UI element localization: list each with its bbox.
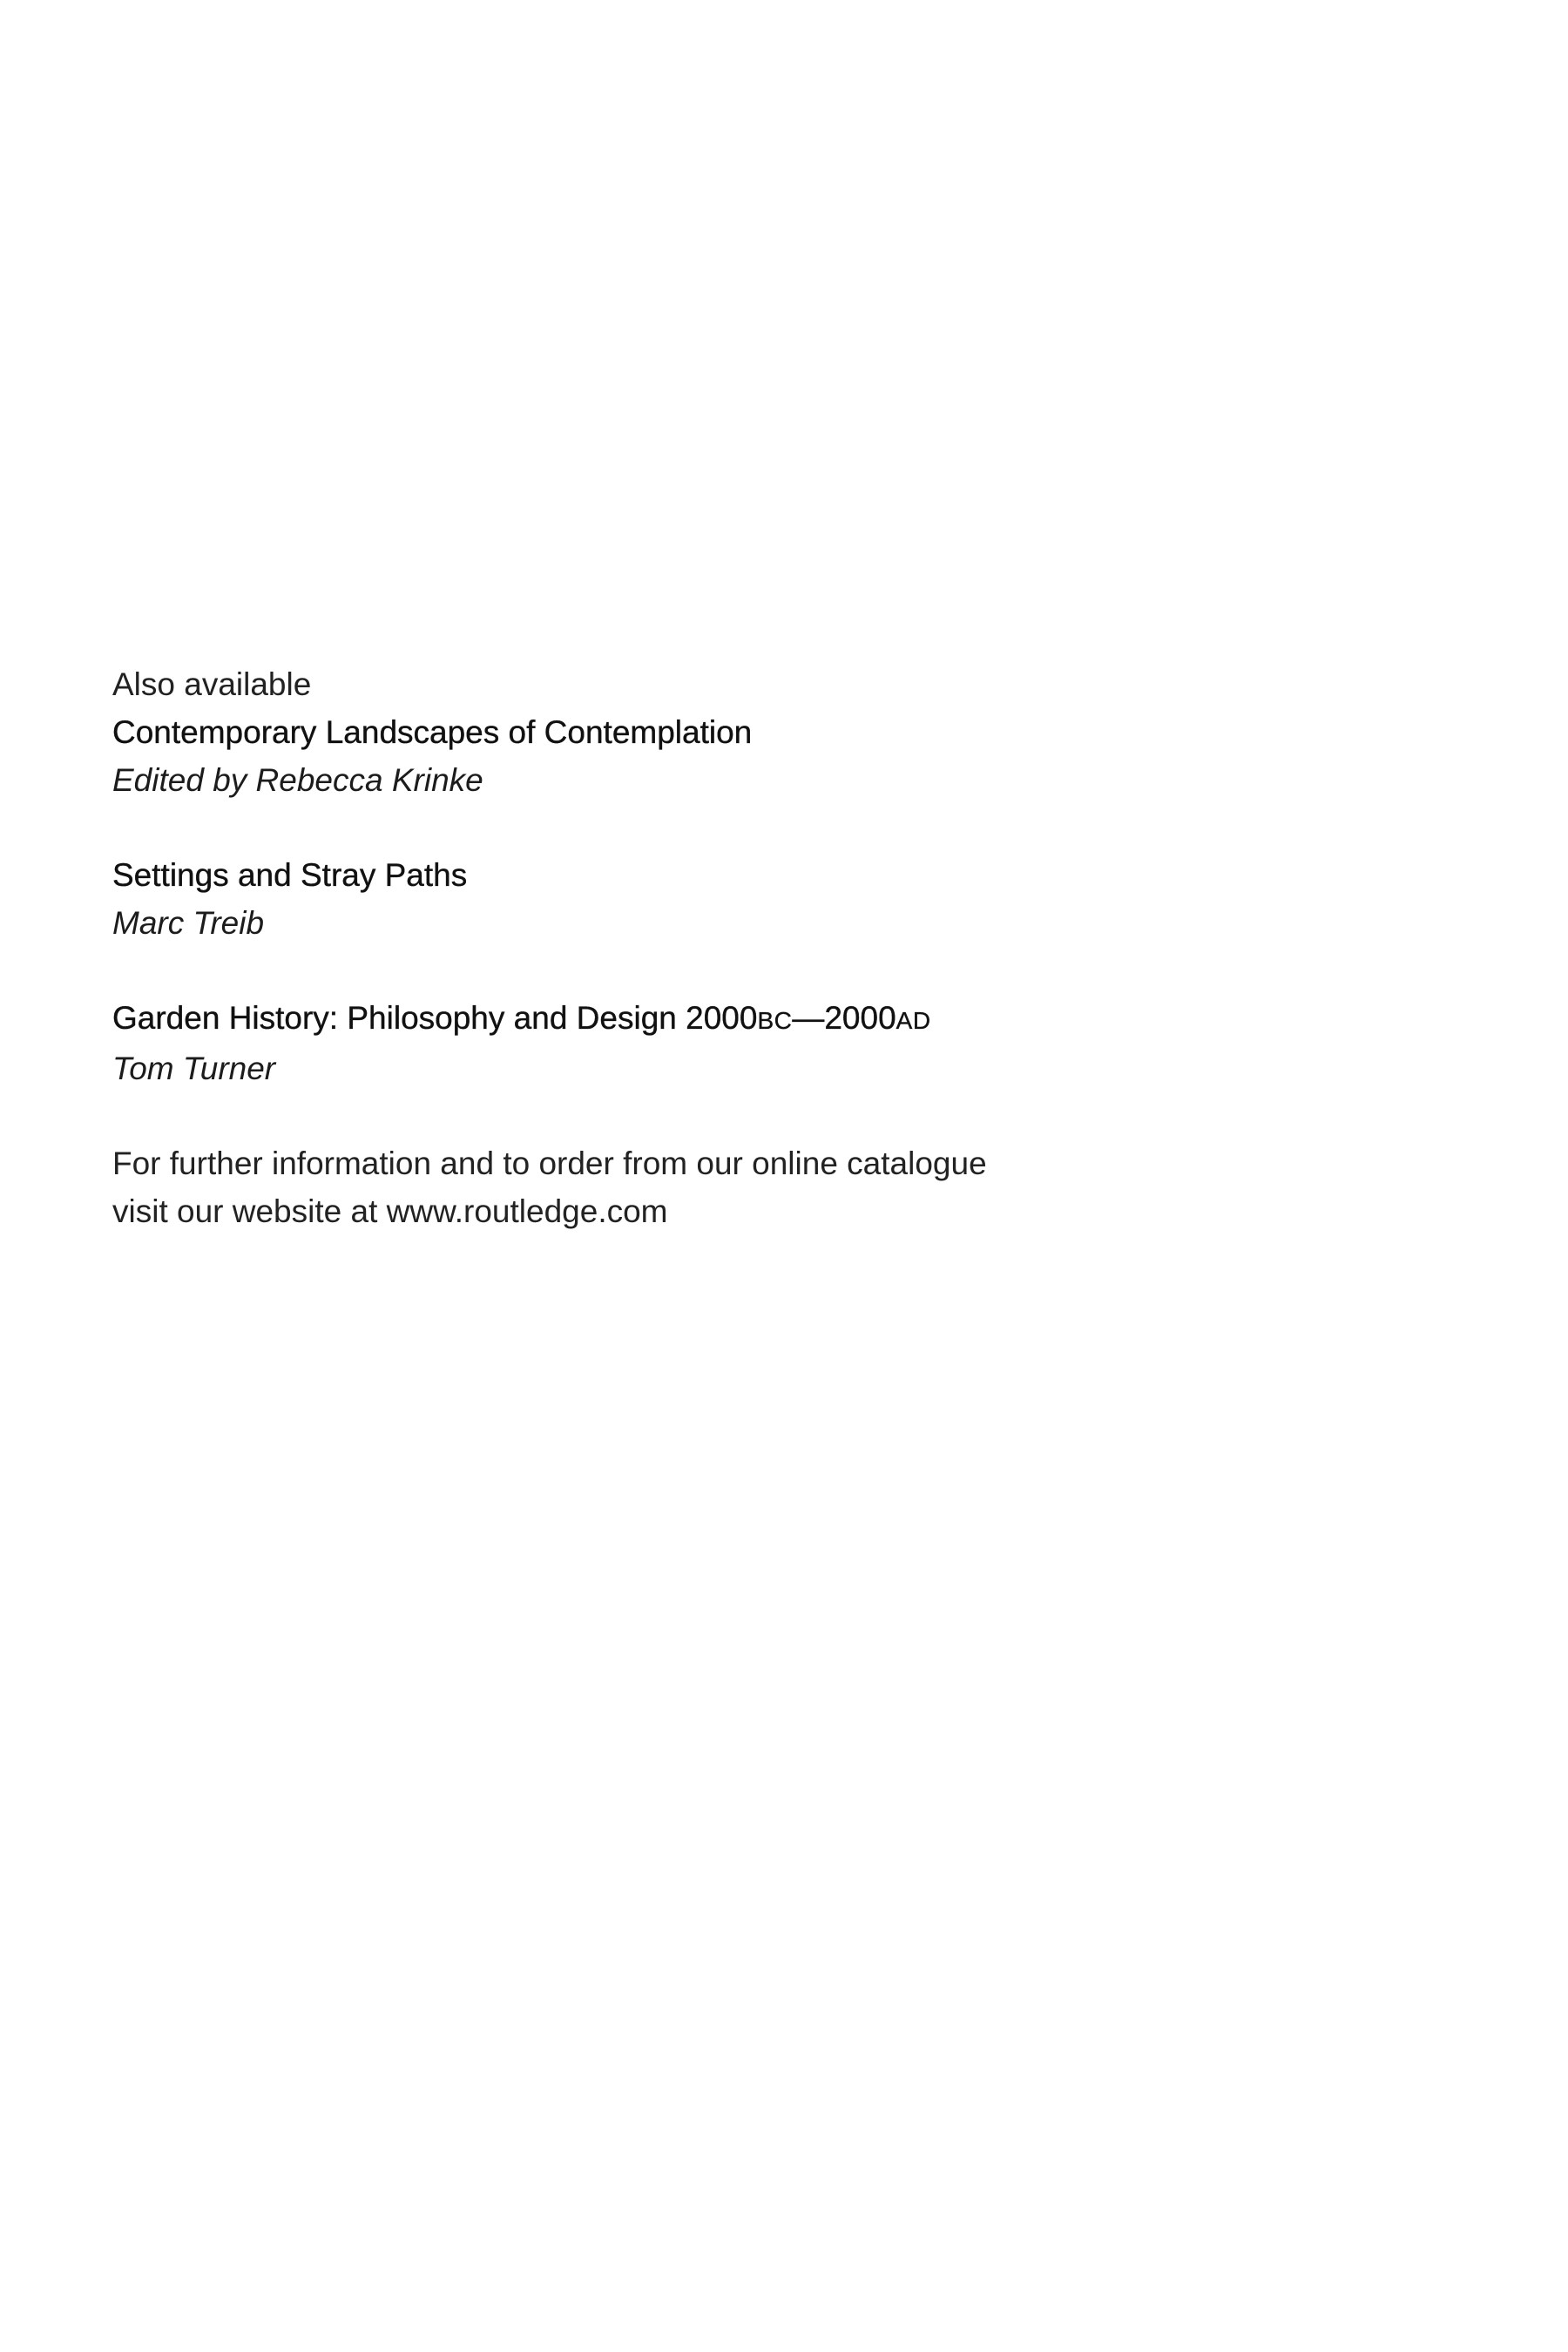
book-title-era-ad: AD (896, 1007, 931, 1034)
spacer (112, 947, 1245, 994)
book-title-dash: —2000 (792, 1000, 896, 1036)
order-info-line: For further information and to order from our online catalogue (112, 1146, 987, 1181)
book-title-main: Garden History: Philosophy and Design 2000 (112, 1000, 758, 1036)
book-title: Settings and Stray Paths (112, 857, 468, 893)
spacer (112, 1092, 1245, 1139)
book-author: Tom Turner (112, 1051, 276, 1086)
website-info-line: visit our website at www.routledge.com (112, 1193, 668, 1229)
book-title (112, 994, 1245, 1044)
book-author: Edited by Rebecca Krinke (112, 762, 483, 798)
book-title: Contemporary Landscapes of Contemplation (112, 714, 753, 750)
also-available-list (112, 660, 1245, 1235)
section-heading: Also available (112, 666, 312, 702)
book-author: Marc Treib (112, 905, 265, 941)
book-title-era-bc: BC (757, 1007, 793, 1034)
spacer (112, 804, 1245, 851)
